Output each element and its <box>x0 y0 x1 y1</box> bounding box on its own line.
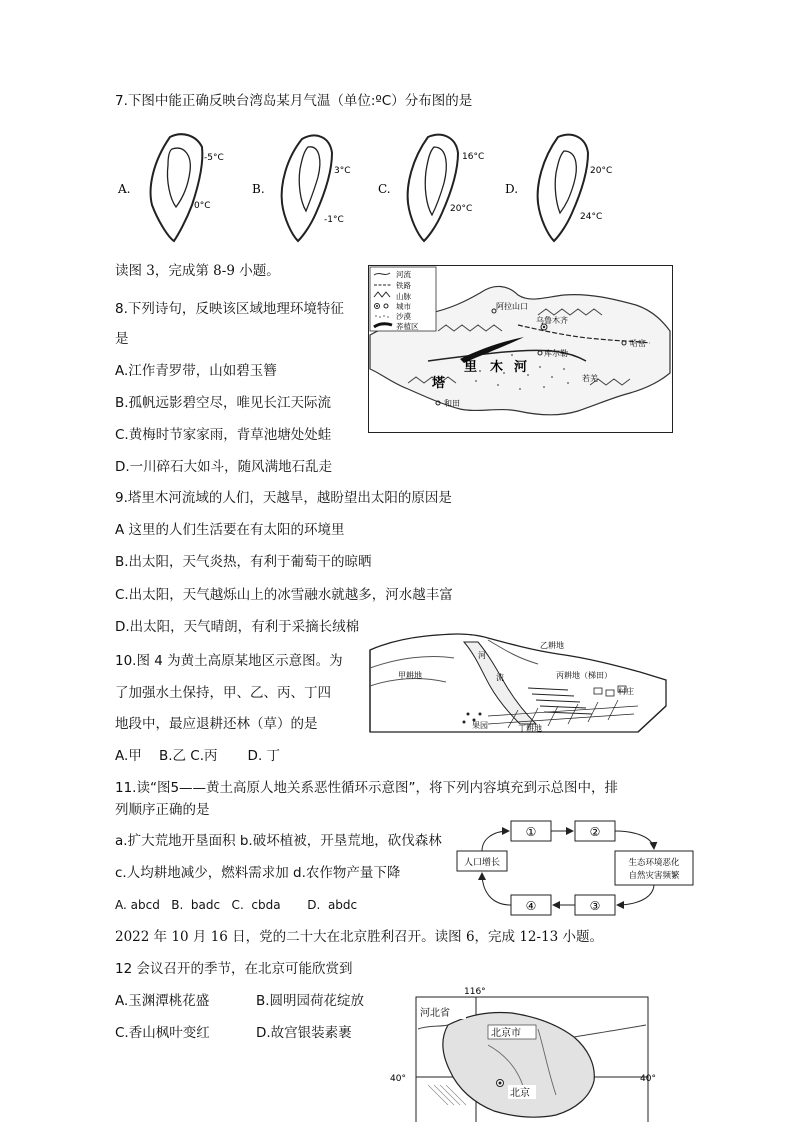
q10-options: A.甲 B.乙 C.丙 D. 丁 <box>115 748 281 764</box>
fig4-label-bing: 丙耕地（梯田） <box>556 671 612 680</box>
option-b-temp-2: -1°C <box>324 215 344 225</box>
label-he: 河 <box>514 360 528 375</box>
cycle-node-4: ④ <box>525 899 537 913</box>
option-c-temp-2: 20°C <box>450 204 473 214</box>
q10-stem-line1: 10.图 4 为黄土高原某地区示意图。为 <box>115 653 343 669</box>
intro-12-13: 2022 年 10 月 16 日，党的二十大在北京胜利召开。读图 6，完成 12-13 小题。 <box>115 929 604 945</box>
q8-option-b: B.孤帆远影碧空尽，唯见长江天际流 <box>115 395 332 411</box>
q12-stem: 12 会议召开的季节，在北京可能欣赏到 <box>115 961 353 977</box>
q9-option-d: D.出太阳，天气晴朗，有利于采摘长绒棉 <box>115 619 360 635</box>
map6-beijing-capital: 北京 <box>510 1088 530 1099</box>
q11-items-cd: c.人均耕地减少，燃料需求加 d.农作物产量下降 <box>115 865 401 881</box>
option-a-letter: A. <box>118 182 131 196</box>
q9-option-b: B.出太阳，天气炎热，有利于葡萄干的晾晒 <box>115 554 372 570</box>
label-li: 里 <box>464 360 478 375</box>
legend-mountain: 山脉 <box>396 292 411 301</box>
option-a-temp-2: 0°C <box>194 201 211 211</box>
fig4-label-liu: 流 <box>496 673 504 682</box>
option-b-map <box>252 135 351 241</box>
q8-option-d: D.一川碎石大如斗，随风满地石乱走 <box>115 459 333 475</box>
label-mu: 木 <box>490 360 504 375</box>
map6-beijing-city: 北京市 <box>491 1028 521 1039</box>
fig4-label-jia: 甲耕地 <box>398 671 422 680</box>
q8-stem-line1: 8.下列诗句，反映该区域地理环境特征 <box>115 301 344 317</box>
option-a-temp-1: -5°C <box>204 153 224 163</box>
intro-8-9: 读图 3，完成第 8-9 小题。 <box>115 263 280 279</box>
q11-options: A. abcd B. badc C. cbda D. abdc <box>115 898 358 912</box>
place-hami: 哈密 <box>630 339 646 348</box>
q11-stem-line1: 11.读“图5——黄土高原人地关系恶性循环示意图”，将下列内容填充到示总图中，排 <box>115 780 619 796</box>
option-d-letter: D. <box>505 182 519 196</box>
option-b-letter: B. <box>252 182 265 196</box>
figure-6-beijing-map <box>388 985 670 1122</box>
place-korla: 库尔勒 <box>544 349 568 358</box>
option-c-temp-1: 16°C <box>462 152 485 162</box>
option-b-temp-1: 3°C <box>334 166 351 176</box>
legend-railway: 铁路 <box>396 281 411 290</box>
q9-stem: 9.塔里木河流域的人们，天越旱，越盼望出太阳的原因是 <box>115 490 452 506</box>
q8-option-a: A.江作青罗带，山如碧玉簪 <box>115 363 277 379</box>
figure-5-cycle-diagram <box>455 815 695 925</box>
q12-option-c: C.香山枫叶变红 <box>115 1025 210 1041</box>
q12-option-d: D.故宫银装素裹 <box>256 1025 352 1041</box>
fig4-label-ding: 丁耕地 <box>518 724 542 733</box>
map6-hebei: 河北省 <box>420 1008 450 1019</box>
fig4-label-yi: 乙耕地 <box>540 641 564 650</box>
q7-taiwan-maps <box>112 125 632 250</box>
q11-stem-line2: 列顺序正确的是 <box>115 802 210 818</box>
q11-items-ab: a.扩大荒地开垦面积 b.破坏植被，开垦荒地，砍伐森林 <box>115 833 442 849</box>
figure-3-tarim-map <box>368 265 673 433</box>
label-ta: 塔 <box>432 376 446 391</box>
option-d-map <box>505 135 612 241</box>
map6-longitude: 116° <box>464 987 486 997</box>
option-c-map <box>378 135 484 241</box>
figure-4-loess-plateau <box>368 628 668 736</box>
map6-latitude-right: 40° <box>640 1074 656 1084</box>
place-alashankou: 阿拉山口 <box>496 302 528 311</box>
fig4-label-he: 河 <box>478 651 486 660</box>
option-c-letter: C. <box>378 182 391 196</box>
q7-stem: 7.下图中能正确反映台湾岛某月气温（单位:ºC）分布图的是 <box>115 93 473 109</box>
q10-stem-line3: 地段中，最应退耕还林（草）的是 <box>115 716 318 732</box>
legend-planting: 荞植区 <box>396 322 419 331</box>
q10-stem-line2: 了加强水土保持，甲、乙、丙、丁四 <box>115 685 331 701</box>
legend-city: 城市 <box>396 302 411 311</box>
legend-desert: 沙漠 <box>396 312 411 321</box>
q9-option-a: A 这里的人们生活要在有太阳的环境里 <box>115 522 345 538</box>
option-a-map <box>117 134 224 241</box>
cycle-disasters: 自然灾害频繁 <box>628 871 680 881</box>
cycle-node-2: ② <box>589 825 601 839</box>
cycle-node-1: ① <box>525 825 537 839</box>
map6-latitude-left: 40° <box>390 1074 406 1084</box>
cycle-eco-degradation: 生态环境恶化 <box>628 858 680 868</box>
place-urumqi: 乌鲁木齐 <box>536 316 568 325</box>
map3-legend <box>370 267 436 331</box>
legend-river: 河流 <box>396 270 411 279</box>
q8-option-c: C.黄梅时节家家雨，背草池塘处处蛙 <box>115 427 332 443</box>
place-ruoqiang: 若羌 <box>582 374 598 383</box>
fig4-label-orchard: 果园 <box>472 721 488 730</box>
q8-stem-line2: 是 <box>115 331 129 347</box>
option-d-temp-2: 24°C <box>580 212 603 222</box>
q9-option-c: C.出太阳，天气越烁山上的冰雪融水就越多，河水越丰富 <box>115 587 453 603</box>
cycle-node-3: ③ <box>589 899 601 913</box>
option-d-temp-1: 20°C <box>590 166 613 176</box>
cycle-population-growth: 人口增长 <box>463 858 501 868</box>
fig4-label-village: 村庄 <box>618 687 634 696</box>
q12-option-b: B.圆明园荷花绽放 <box>256 993 365 1009</box>
place-hotan: 和田 <box>444 399 460 408</box>
q12-option-a: A.玉渊潭桃花盛 <box>115 993 210 1009</box>
